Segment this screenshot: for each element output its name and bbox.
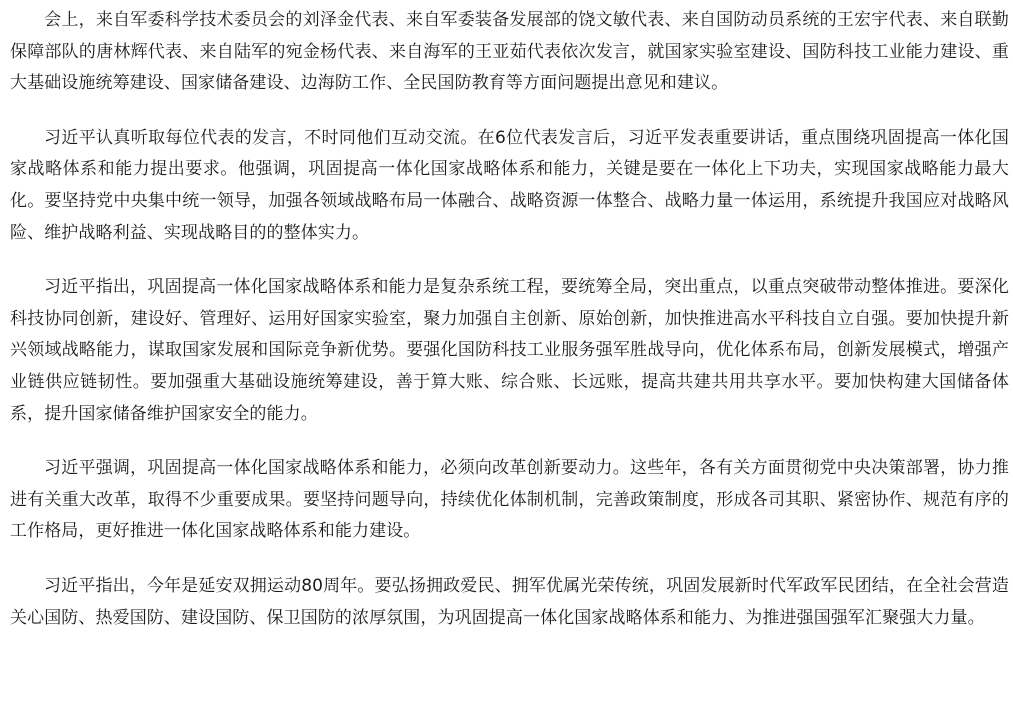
paragraph-2: 习近平认真听取每位代表的发言，不时同他们互动交流。在6位代表发言后，习近平发表重要讲话，重点围绕巩固提高一体化国家战略体系和能力提出要求。他强调，巩固提高一体化国家战略体系和能力，关键是要在一体化上下功夫，实现国家战略能力最大化。要坚持党中央集中统一领导，加强各领域战略布局一体融合、战略资源一体整合、战略力量一体运用，系统提升我国应对战略风险、维护战略利益、实现战略目的的整体实力。 (10, 127, 1009, 243)
paragraph-4: 习近平强调，巩固提高一体化国家战略体系和能力，必须向改革创新要动力。这些年，各有关方面贯彻党中央决策部署，协力推进有关重大改革，取得不少重要成果。要坚持问题导向，持续优化体制机制，完善政策制度，形成各司其职、紧密协作、规范有序的工作格局，更好推进一体化国家战略体系和能力建设。 (10, 458, 1009, 542)
paragraph-5: 习近平指出，今年是延安双拥运动80周年。要弘扬拥政爱民、拥军优属光荣传统，巩固发展新时代军政军民团结，在全社会营造关心国防、热爱国防、建设国防、保卫国防的浓厚氛围，为巩固提高一体化国家战略体系和能力、为推进强国强军汇聚强大力量。 (10, 575, 1009, 628)
paragraph-1-text: 会上，来自军委科学技术委员会的刘泽金代表、来自军委装备发展部的饶文敏代表、来自国防动员系统的王宏宇代表、来自联勤保障部队的唐林辉代表、来自陆军的宛金杨代表、来自海军的王亚茹代表依次发言，就国家实验室建设、国防科技工业能力建设、重大基础设施统筹建设、国家储备建设、边海防工作、全民国防教育等方面问题提出意见和建议。 (10, 10, 1009, 94)
paragraph-3: 习近平指出，巩固提高一体化国家战略体系和能力是复杂系统工程，要统筹全局，突出重点，以重点突破带动整体推进。要深化科技协同创新，建设好、管理好、运用好国家实验室，聚力加强自主创新、原始创新，加快推进高水平科技自立自强。要加快提升新兴领域战略能力，谋取国家发展和国际竞争新优势。要强化国防科技工业服务强军胜战导向，优化体系布局，创新发展模式，增强产业链供应链韧性。要加强重大基础设施统筹建设，善于算大账、综合账、长远账，提高共建共用共享水平。要加快构建大国储备体系，提升国家储备维护国家安全的能力。 (10, 277, 1009, 424)
paragraph-1 (10, 5, 1009, 100)
